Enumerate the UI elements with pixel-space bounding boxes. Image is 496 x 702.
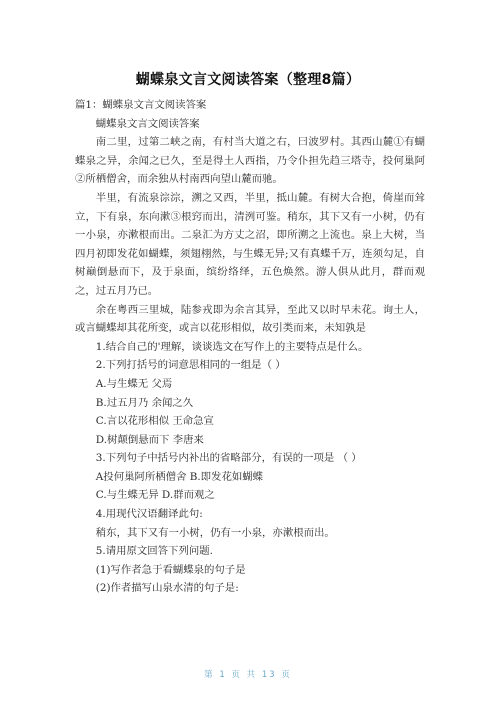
question-line: 稍东，其下又有一小树，仍有一小泉，亦漱根而出。: [95, 526, 335, 539]
option-line: D.树颠倒悬而下 李唐来: [95, 433, 204, 446]
paragraph: 余在粤西三里城，陆参戎即为余言其异，至此又以时早未花。询土人，或言蝴蝶却其花所变，或言以花形相似，故引类而来，未知孰是: [75, 303, 425, 335]
option-line: A投何巢阿所栖僧舍 B.即发花如蝴蝶: [95, 470, 264, 483]
question-line: 3.下列句子中括号内补出的省略部分，有误的一项是 （ ）: [95, 452, 362, 465]
document-title: 蝴蝶泉文言文阅读答案（整理8篇）: [135, 72, 361, 88]
page-footer: 第 1 页 共 13 页: [204, 670, 292, 680]
question-line: 4.用现代汉语翻译此句:: [95, 508, 203, 521]
paragraph: 南二里，过第二峡之南，有村当大道之右，曰波罗村。其西山麓①有蝴蝶泉之异，余闻之已久，至是得土人西指，乃令仆担先趋三塔寺，投何巢阿②所栖僧舍，而余独从村南西向望山麓而驰。: [75, 136, 425, 186]
section-heading: 篇1：蝴蝶泉文言文阅读答案: [75, 99, 207, 111]
question-line: (2)作者描写山泉水清的句子是:: [95, 582, 239, 595]
question-line: 5.请用原文回答下列问题.: [95, 545, 213, 558]
document-body: [75, 96, 425, 598]
option-line: B.过五月乃 余闻之久: [95, 396, 194, 409]
paragraph: 半里，有流泉淙淙，溯之又西，半里，抵山麓。有树大合抱，倚崖而耸立，下有泉，东向漱③根窍而出，清洌可鉴。稍东，其下又有一小树，仍有一小泉，亦漱根而出。二泉汇为方丈之沼，即所溯之上流也。泉上大树，当四月初即发花如蝴蝶，须翅栩然，与生蝶无异;又有真蝶千万，连须勾足，自树巅倒悬而下，及于泉面，缤纷络绎，五色焕然。游人俱从此月，群而观之，过五月乃已。: [75, 191, 425, 297]
option-line: C.言以花形相似 王命急宣: [95, 415, 214, 428]
question-line: (1)写作者急于看蝴蝶泉的句子是: [95, 563, 246, 576]
question-line: 2.下列打括号的词意思相同的一组是（ ）: [95, 359, 286, 372]
sub-heading: 蝴蝶泉文言文阅读答案: [95, 117, 200, 130]
option-line: C.与生蝶无异 D.群而观之: [95, 489, 215, 502]
question-line: 1.结合自己的'理解，谈谈选文在写作上的主要特点是什么。: [95, 340, 369, 353]
option-line: A.与生蝶无 父焉: [95, 377, 173, 390]
